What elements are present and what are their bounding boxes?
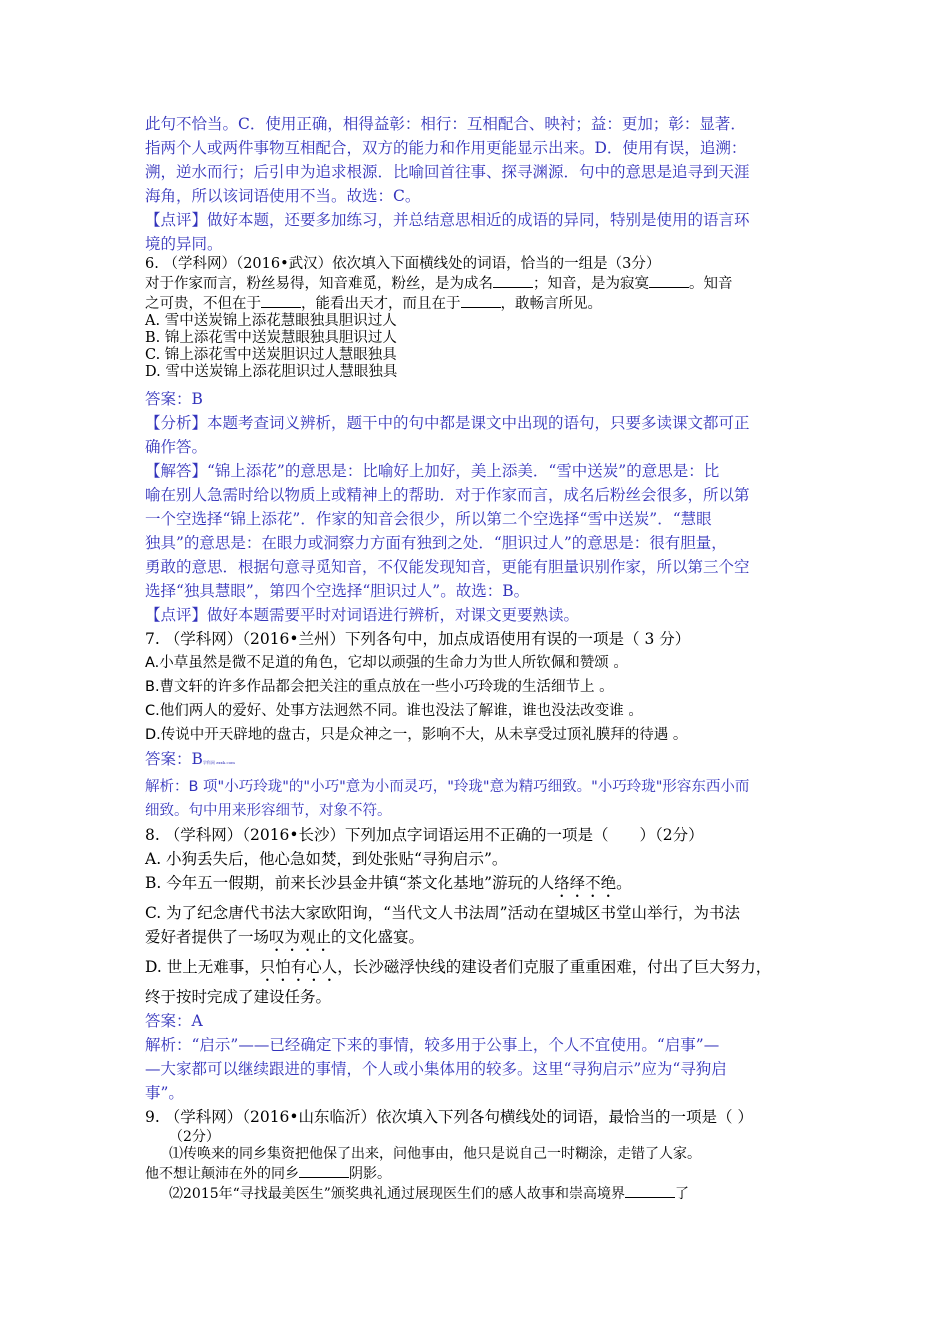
option-a: A.小草虽然是微不足道的角色，它却以顽强的生命力为世人所钦佩和赞颂 。 [145,655,628,671]
document-page [145,112,815,1203]
option-d: D. 雪中送炭锦上添花胆识过人慧眼独具 [145,364,398,380]
explanation-line: 解析：B 项"小巧玲珑"的"小巧"意为小而灵巧，"玲珑"意为精巧细致。"小巧玲珑"形容东西小而 [145,779,750,795]
option-d: D. 世上无难事，只怕有心人，长沙磁浮快线的建设者们克服了重重困难，付出了巨大努力， [145,958,772,976]
comment-line: 境的异同。 [145,235,223,253]
option-c: C. 为了纪念唐代书法大家欧阳询，“当代文人书法周”活动在望城区书堂山举行，为书法 [145,904,741,922]
comment-line: 【点评】做好本题需要平时对词语进行辨析，对课文更要熟读。 [145,606,580,624]
text-line: 溯，逆水而行；后引申为追求根源．比喻回首往事、探寻渊源．句中的意思是追寻到天涯 [145,163,750,181]
option-a: A. 雪中送炭锦上添花慧眼独具胆识过人 [145,313,397,329]
explanation-line: 细致。句中用来形容细节，对象不符。 [145,803,392,819]
text-line: 海角，所以该词语使用不当。故选：C。 [145,187,421,205]
watermark-text: 学科网 zxxk.com [202,760,235,765]
text-line: 指两个人或两件事物互相配合，双方的能力和作用更能显示出来。D．使用有误，追溯： [145,139,747,157]
question-9-item-2: ⑵2015年“寻找最美医生”颁奖典礼通过展现医生们的感人故事和崇高境界 了 [145,1183,815,1203]
explanation-line: —大家都可以继续跟进的事情，个人或小集体用的较多。这里“寻狗启示”应为“寻狗启 [145,1060,727,1078]
comment-line: 【点评】做好本题，还要多加练习，并总结意思相近的成语的异同，特别是使用的语言环 [145,211,750,229]
question-9-item-1: 他不想让颠沛在外的同乡 阴影。 [145,1163,815,1183]
explanation-line: 解析：“启示”——已经确定下来的事情，较多用于公事上，个人不宜使用。“启事”— [145,1036,720,1054]
answer: 答案：B [145,390,203,408]
solution-line: 一个空选择“锦上添花”．作家的知音会很少，所以第二个空选择“雪中送炭”．“慧眼 [145,510,712,528]
question-6-stem: 对于作家而言，粉丝易得，知音难觅，粉丝，是为成名 ；知音，是为寂寞 。知音 [145,273,815,293]
question-9-score: （2分） [169,1129,220,1145]
option-c: C. 锦上添花雪中送炭胆识过人慧眼独具 [145,347,397,363]
question-7-title: 7. （学科网）（2016•兰州）下列各句中，加点成语使用有误的一项是（ 3 分） [145,630,691,648]
solution-line: 勇敢的意思．根据句意寻觅知音，不仅能发现知音，更能有胆量识别作家，所以第三个空 [145,558,750,576]
question-6-stem: 之可贵，不但在于 ，能看出天才，而且在于 ，敢畅言所见。 [145,293,815,313]
analysis-line: 确作答。 [145,438,208,456]
text-line: 此句不恰当。C．使用正确，相得益彰：相行：互相配合、映衬；益：更加；彰：显著． [145,115,746,133]
option-a: A. 小狗丢失后，他心急如焚，到处张贴“寻狗启示”。 [145,850,508,868]
option-c: 爱好者提供了一场叹为观止的文化盛宴。 [145,928,425,946]
explanation-line: 事”。 [145,1084,184,1102]
question-6-title: 6. （学科网）（2016•武汉）依次填入下面横线处的词语，恰当的一组是（3分） [145,256,661,272]
analysis-line: 【分析】本题考查词义辨析，题干中的句中都是课文中出现的语句，只要多读课文都可正 [145,414,750,432]
option-d: 终于按时完成了建设任务。 [145,988,332,1006]
option-d: D.传说中开天辟地的盘古，只是众神之一，影响不大，从未享受过顶礼膜拜的待遇 。 [145,727,688,743]
option-b: B.曹文轩的许多作品都会把关注的重点放在一些小巧玲珑的生活细节上 。 [145,679,614,695]
solution-line: 选择“独具慧眼”，第四个空选择“胆识过人”。故选：B。 [145,582,530,600]
answer: 答案：A [145,1012,203,1030]
solution-line: 【解答】“锦上添花”的意思是：比喻好上加好，美上添美．“雪中送炭”的意思是：比 [145,462,720,480]
answer: 答案：B学科网 zxxk.com [145,750,235,768]
option-b: B. 锦上添花雪中送炭慧眼独具胆识过人 [145,330,397,346]
solution-line: 独具”的意思是：在眼力或洞察力方面有独到之处．“胆识过人”的意思是：很有胆量， [145,534,727,552]
option-b: B. 今年五一假期，前来长沙县金井镇“茶文化基地”游玩的人络绎不绝。 [145,874,632,892]
question-8-title: 8. （学科网）（2016•长沙）下列加点字词语运用不正确的一项是（ ）（2分） [145,826,704,844]
question-9-item-1: ⑴传唤来的同乡集资把他保了出来，问他事由，他只是说自己一时糊涂，走错了人家。 [169,1146,701,1162]
solution-line: 喻在别人急需时给以物质上或精神上的帮助．对于作家而言，成名后粉丝会很多，所以第 [145,486,750,504]
option-c: C.他们两人的爱好、处事方法迥然不同。谁也没法了解谁，谁也没法改变谁 。 [145,703,643,719]
question-9-title: 9. （学科网）（2016•山东临沂）依次填入下列各句横线处的词语，最恰当的一项是（ ） [145,1108,753,1126]
